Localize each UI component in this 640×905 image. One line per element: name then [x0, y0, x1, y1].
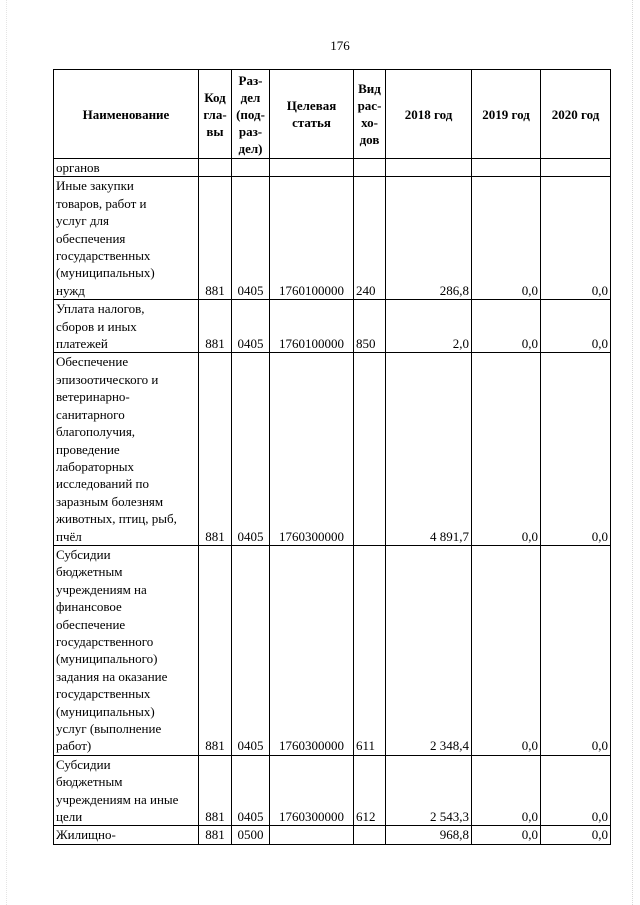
- row-statya: 1760300000: [270, 353, 354, 545]
- header-target-article: Целевая статья: [270, 70, 354, 159]
- row-statya: 1760300000: [270, 755, 354, 826]
- row-vid: [354, 353, 386, 545]
- row-2018: 286,8: [386, 177, 472, 300]
- row-vid: 240: [354, 177, 386, 300]
- row-2019: [472, 159, 541, 177]
- row-razdel: 0405: [232, 545, 270, 755]
- row-razdel: 0405: [232, 300, 270, 353]
- row-statya: [270, 826, 354, 844]
- row-2020: [541, 159, 611, 177]
- row-vid: 850: [354, 300, 386, 353]
- row-name: органов: [54, 159, 199, 177]
- row-2018: 4 891,7: [386, 353, 472, 545]
- row-razdel: 0405: [232, 353, 270, 545]
- row-vid: 611: [354, 545, 386, 755]
- table-row: [54, 300, 611, 353]
- row-razdel: [232, 159, 270, 177]
- table-row: [54, 177, 611, 300]
- row-2020: 0,0: [541, 300, 611, 353]
- header-year-2019: 2019 год: [472, 70, 541, 159]
- row-glava: 881: [199, 545, 232, 755]
- table-row: [54, 755, 611, 826]
- row-2018: 2 543,3: [386, 755, 472, 826]
- row-vid: [354, 159, 386, 177]
- row-vid: [354, 826, 386, 844]
- row-2019: 0,0: [472, 353, 541, 545]
- row-vid: 612: [354, 755, 386, 826]
- row-glava: 881: [199, 353, 232, 545]
- row-2020: 0,0: [541, 353, 611, 545]
- row-name: Субсидии бюджетным учреждениям на иные цели: [54, 755, 199, 826]
- table-row: [54, 159, 611, 177]
- row-razdel: 0405: [232, 177, 270, 300]
- row-glava: 881: [199, 177, 232, 300]
- row-name: Обеспечение эпизоотического и ветеринарно- санитарного благополучия, проведение лабораторных исследований по заразным болезням животных, птиц, рыб, пчёл: [54, 353, 199, 545]
- table-row: [54, 353, 611, 545]
- row-razdel: 0500: [232, 826, 270, 844]
- row-statya: [270, 159, 354, 177]
- row-2018: 2,0: [386, 300, 472, 353]
- row-2019: 0,0: [472, 300, 541, 353]
- row-2020: 0,0: [541, 826, 611, 844]
- row-statya: 1760300000: [270, 545, 354, 755]
- row-2020: 0,0: [541, 755, 611, 826]
- row-glava: 881: [199, 826, 232, 844]
- header-glava-code: Код гла- вы: [199, 70, 232, 159]
- table-row: [54, 545, 611, 755]
- row-2019: 0,0: [472, 177, 541, 300]
- scan-margin-left: [6, 0, 8, 905]
- header-expense-type: Вид рас- хо- дов: [354, 70, 386, 159]
- header-year-2018: 2018 год: [386, 70, 472, 159]
- row-name: Уплата налогов, сборов и иных платежей: [54, 300, 199, 353]
- row-statya: 1760100000: [270, 300, 354, 353]
- row-2019: 0,0: [472, 826, 541, 844]
- row-name: Иные закупки товаров, работ и услуг для обеспечения государственных (муниципальных) нужд: [54, 177, 199, 300]
- row-glava: 881: [199, 755, 232, 826]
- row-2020: 0,0: [541, 177, 611, 300]
- row-razdel: 0405: [232, 755, 270, 826]
- row-name: Жилищно-: [54, 826, 199, 844]
- row-statya: 1760100000: [270, 177, 354, 300]
- row-2018: 968,8: [386, 826, 472, 844]
- budget-table: [53, 69, 611, 845]
- table-row: [54, 826, 611, 844]
- header-name: Наименование: [54, 70, 199, 159]
- row-2019: 0,0: [472, 755, 541, 826]
- row-2020: 0,0: [541, 545, 611, 755]
- table-header-row: [54, 70, 611, 159]
- row-glava: 881: [199, 300, 232, 353]
- header-razdel: Раз- дел (под- раз- дел): [232, 70, 270, 159]
- row-2018: 2 348,4: [386, 545, 472, 755]
- scan-margin-right: [632, 0, 634, 905]
- header-year-2020: 2020 год: [541, 70, 611, 159]
- page-number: 176: [330, 38, 350, 53]
- row-name: Субсидии бюджетным учреждениям на финансовое обеспечение государственного (муниципального) задания на оказание государственных (муниципальных) услуг (выполнение работ): [54, 545, 199, 755]
- row-glava: [199, 159, 232, 177]
- row-2019: 0,0: [472, 545, 541, 755]
- row-2018: [386, 159, 472, 177]
